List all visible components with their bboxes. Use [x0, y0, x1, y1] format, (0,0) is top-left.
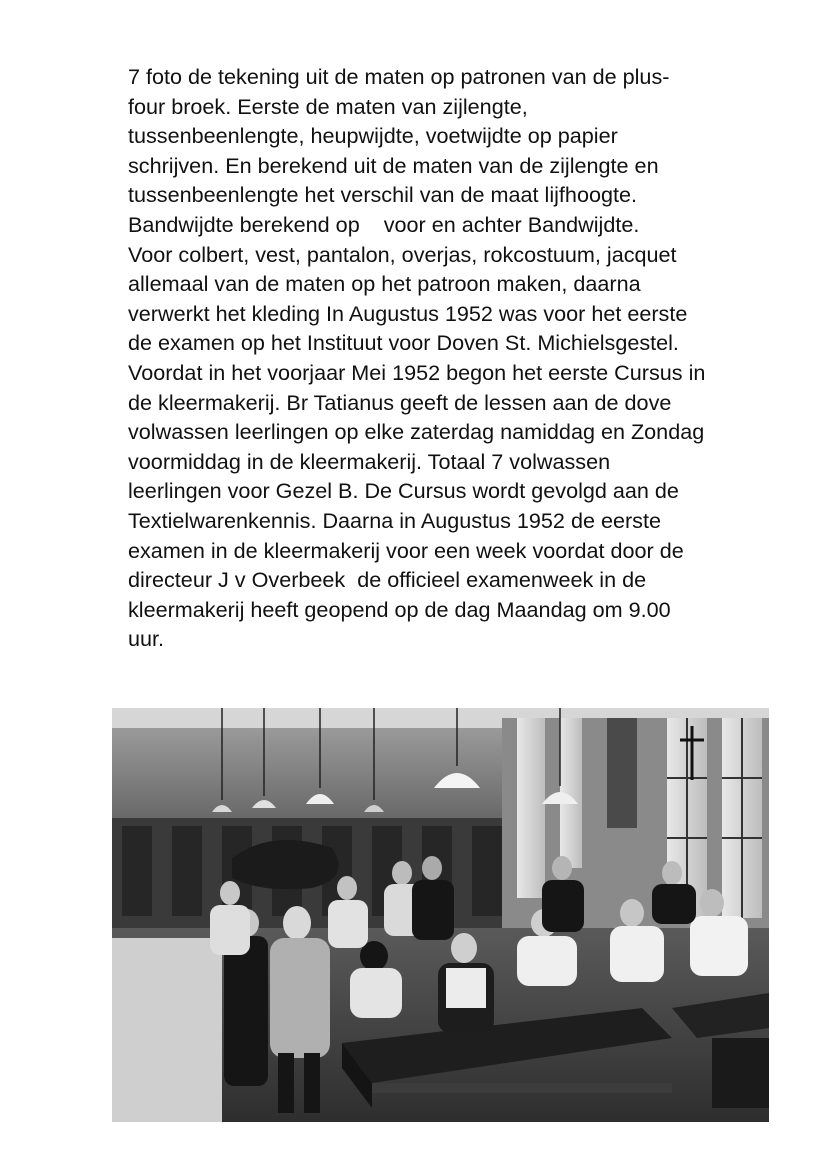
paragraph-line: de examen op het Instituut voor Doven St. Michielsgestel.	[128, 330, 679, 356]
paragraph-line: four broek. Eerste de maten van zijlengte,	[128, 93, 528, 119]
paragraph-line: tussenbeenlengte het verschil van de maat lijfhoogte.	[128, 182, 637, 208]
window	[517, 718, 545, 898]
paragraph-line: voormiddag in de kleermakerij. Totaal 7 volwassen	[128, 448, 611, 474]
paragraph-line: uur.	[128, 626, 165, 652]
paragraph-line: Voordat in het voorjaar Mei 1952 begon het eerste Cursus in	[128, 359, 706, 385]
paragraph-line: de kleermakerij. Br Tatianus geeft de lessen aan de dove	[128, 389, 672, 415]
body-paragraph	[128, 62, 788, 654]
paragraph-line: examen in de kleermakerij voor een week voordat door de	[128, 537, 684, 563]
paragraph-line: allemaal van de maten op het patroon maken, daarna	[128, 271, 641, 297]
paragraph-line: verwerkt het kleding In Augustus 1952 was voor het eerste	[128, 300, 688, 326]
paragraph-line: tussenbeenlengte, heupwijdte, voetwijdte op papier	[128, 123, 618, 149]
window	[607, 718, 637, 828]
paragraph-line: kleermakerij heeft geopend op de dag Maandag om 9.00	[128, 596, 671, 622]
paragraph-line: leerlingen voor Gezel B. De Cursus wordt gevolgd aan de	[128, 478, 679, 504]
paragraph-line: 7 foto de tekening uit de maten op patronen van de plus-	[128, 64, 670, 89]
paragraph-line: Voor colbert, vest, pantalon, overjas, rokcostuum, jacquet	[128, 241, 677, 267]
paragraph-line: Textielwarenkennis. Daarna in Augustus 1952 de eerste	[128, 507, 661, 533]
paragraph-line: directeur J v Overbeek de officieel examenweek in de	[128, 567, 647, 593]
tailoring-workshop-photo	[112, 708, 769, 1122]
paragraph-line: volwassen leerlingen op elke zaterdag namiddag en Zondag	[128, 419, 705, 445]
paragraph-line: schrijven. En berekend uit de maten van de zijlengte en	[128, 152, 659, 178]
bright-floor	[112, 938, 222, 1122]
paragraph-line: Bandwijdte berekend op voor en achter Bandwijdte.	[128, 211, 640, 237]
